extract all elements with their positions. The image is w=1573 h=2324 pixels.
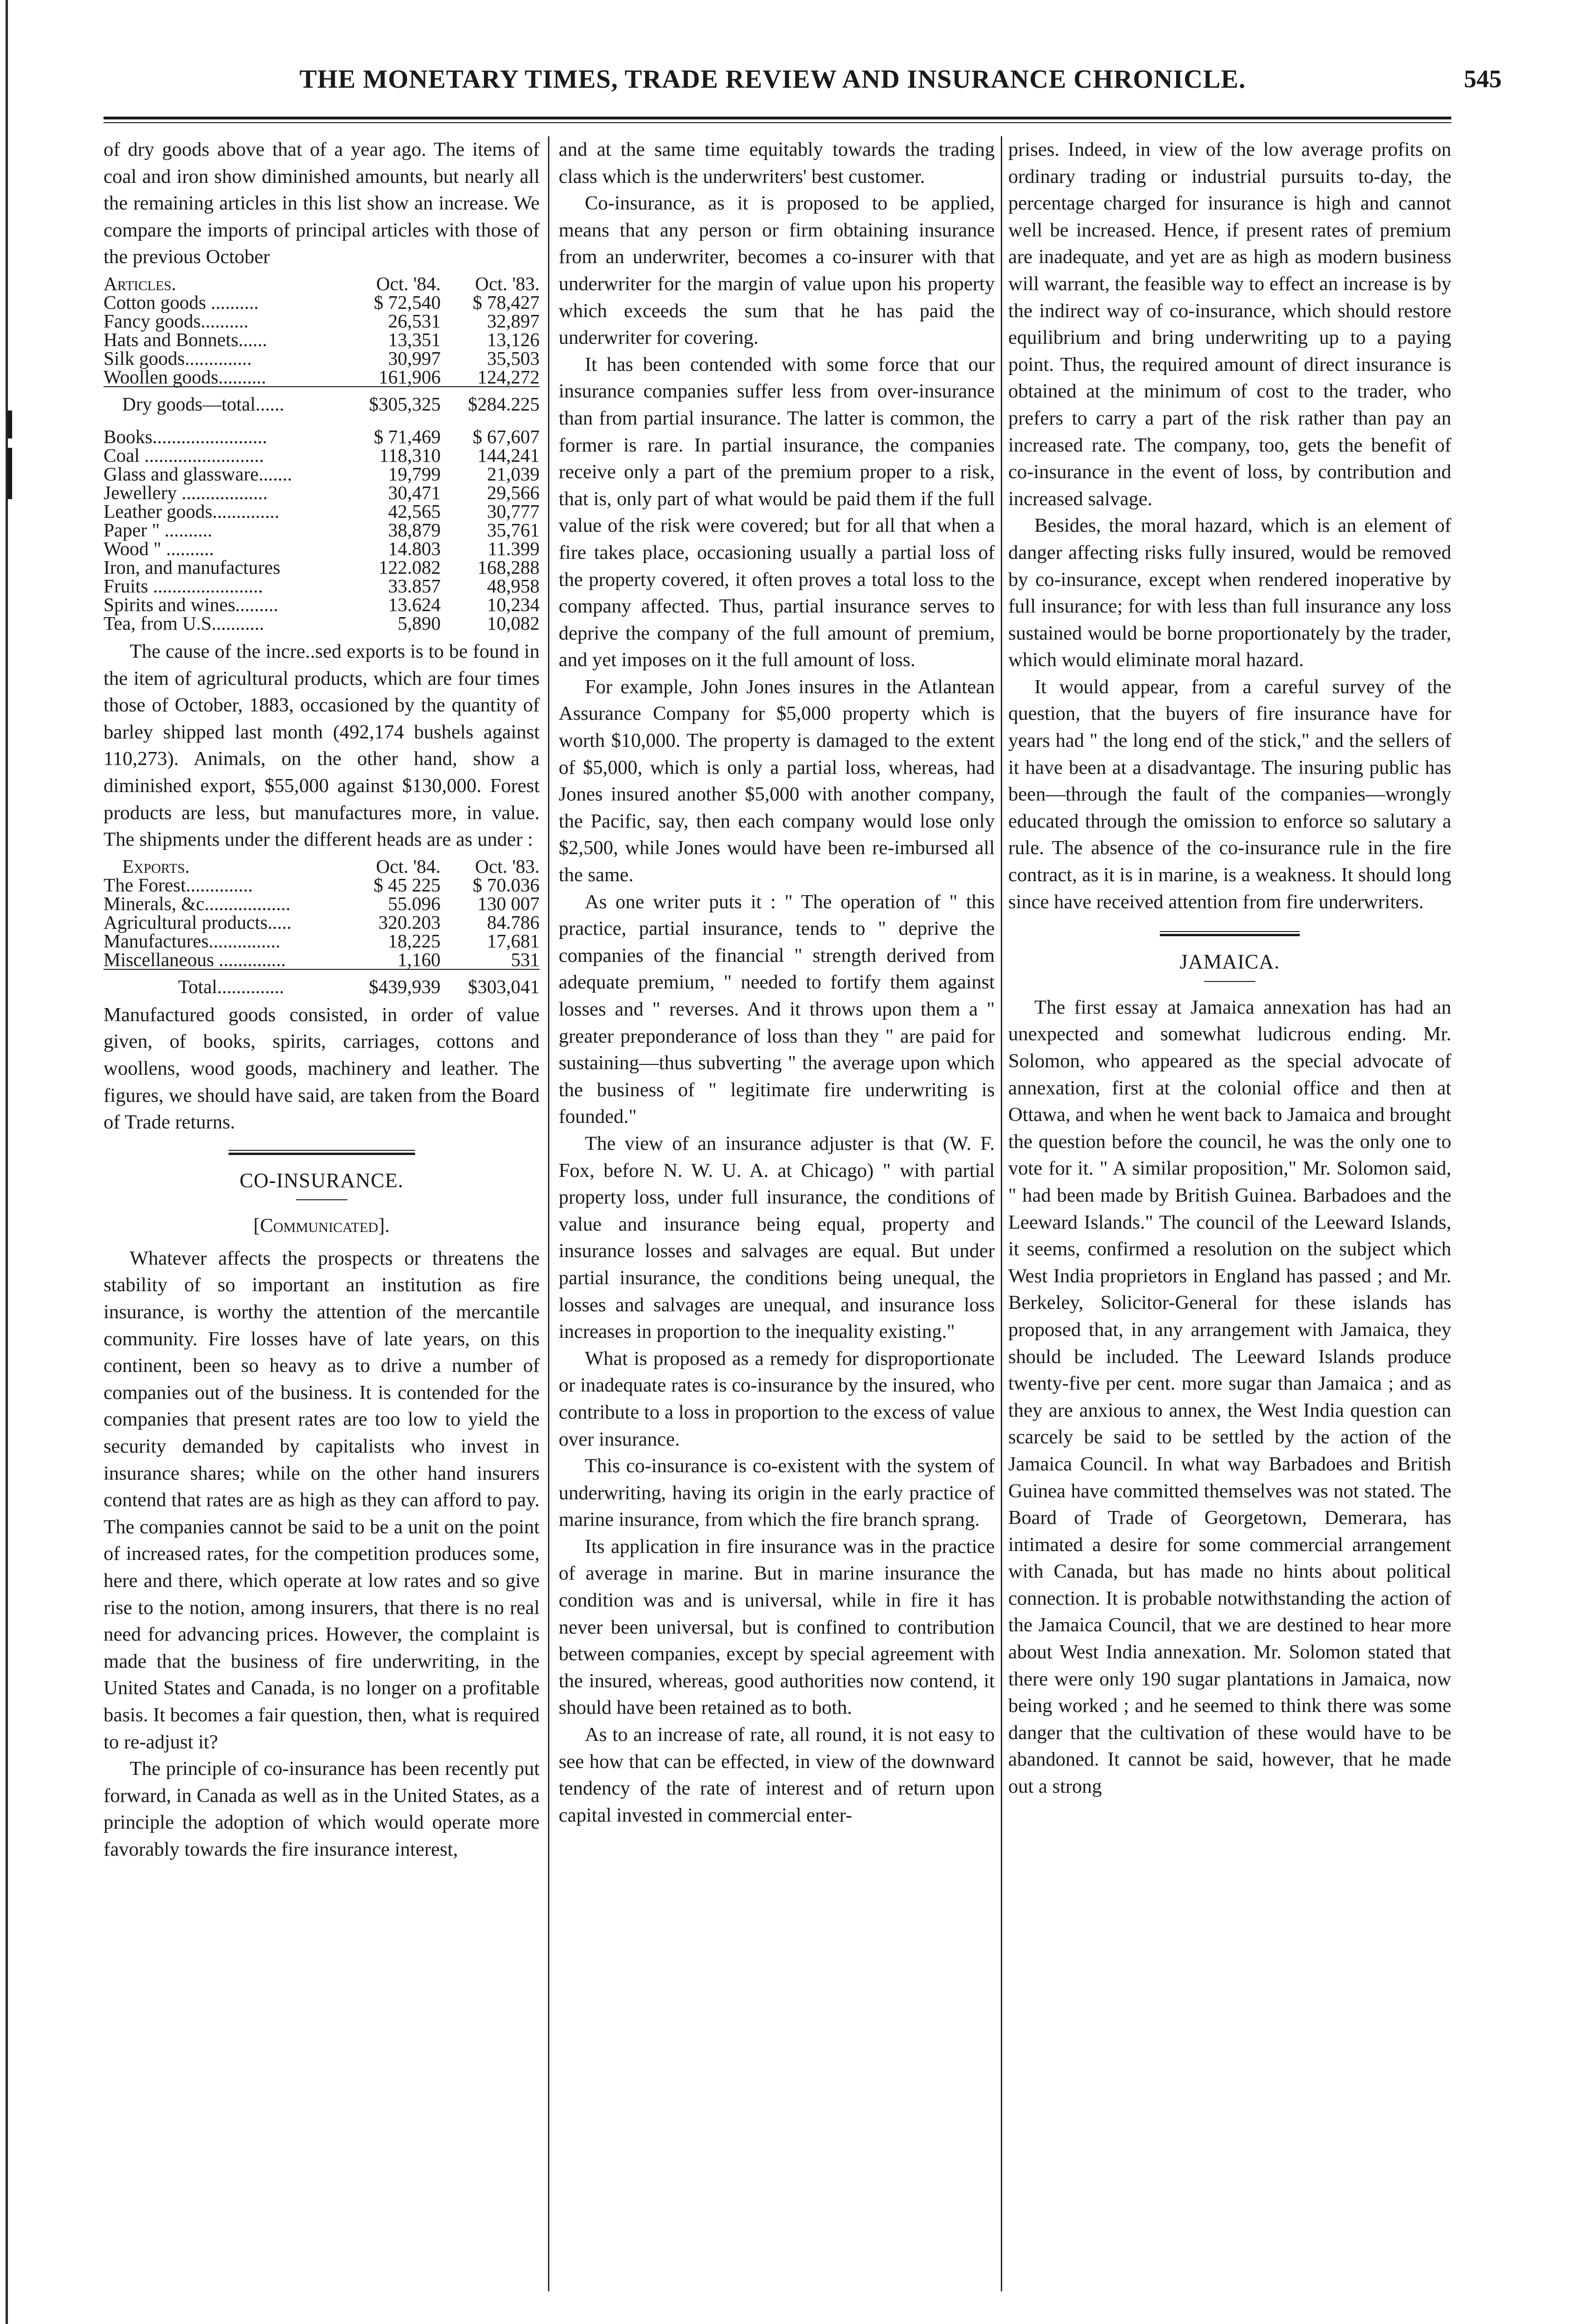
cell-oct-84: 13.624: [388, 593, 441, 615]
exports-table-wrap: [104, 857, 540, 996]
paragraph: Co-insurance, as it is proposed to be applied, means that any person or firm obtaining insurance from an underwriter, becomes a co-insurer with that underwriter for the margin of value upon his property which exceeds the sum that he has paid the underwriter for covering.: [559, 192, 995, 349]
table-row: [104, 446, 540, 465]
paragraph: Its application in fire insurance was in the practice of average in marine. But in marine insurance the condition was and is universal, while in fire it has never been universal, but is confined to contribution between companies, except by special agreement with the insured, whereas, good authorities now contend, it should have been retained as to both.: [559, 1535, 995, 1719]
section-title-co-insurance: CO-INSURANCE.: [239, 1169, 404, 1192]
section-rule: [1160, 931, 1300, 932]
table-header-row: [104, 274, 540, 293]
column-2: [559, 136, 995, 1829]
cell-oct-83: 35,503: [487, 347, 540, 369]
row-label: Jewellery ..................: [104, 481, 268, 503]
table-row: [104, 913, 540, 932]
cell-oct-83: 48,958: [487, 575, 540, 597]
table-row: [104, 502, 540, 521]
cell-oct-83: $ 78,427: [472, 291, 540, 313]
paragraph-continued: prises. Indeed, in view of the low average profits on ordinary trading or industrial pursuits to-day, the percentage charged for insurance is high and cannot well be increased. Hence, if present rates of premium are inadequate, and yet are as high as modern business will warrant, the feasible way to effect an increase is by the indirect way of co-insurance, which should restore equilibrium and bring underwriting up to a paying point. Thus, the required amount of direct insurance is obtained at the minimum of cost to the trader, who prefers to carry a part of the risk rather than pay an increased rate. The company, too, gets the benefit of co-insurance in the event of loss, by contribution and increased salvage.: [1008, 139, 1451, 510]
row-label: Manufactures...............: [104, 930, 281, 952]
table-row: [104, 349, 540, 368]
column-header: Oct. '83.: [475, 855, 540, 877]
scan-mark: [7, 411, 12, 438]
row-label: Paper " ..........: [104, 519, 213, 541]
row-label: The Forest..............: [104, 874, 253, 896]
exports-outro: Manufactured goods consisted, in order of value given, of books, spirits, carriages, cottons and woollens, wood goods, machinery and leather. The figures, we should have said, are taken from the Board of Trade returns.: [104, 1003, 540, 1134]
table-header-row: [104, 857, 540, 876]
table-row: [104, 558, 540, 577]
row-label: Tea, from U.S...........: [104, 612, 264, 634]
title-rule: [296, 1199, 347, 1200]
row-label: Wood " ..........: [104, 537, 214, 559]
row-label: Silk goods..............: [104, 347, 252, 369]
paragraph: This co-insurance is co-existent with the system of underwriting, having its origin in the early practice of marine insurance, from which the fire branch sprang.: [559, 1455, 995, 1531]
column-header: Oct. '84.: [376, 272, 441, 294]
exports-intro: The cause of the incre..sed exports is to be found in the item of agricultural products, which are four times those of October, 1883, occasioned by the quantity of barley shipped last month (492,174 bushels against 110,273). Animals, on the other hand, show a diminished export, $55,000 against $130,000. Forest products are less, but manufactures more, in value. The shipments under the different heads are as under :: [104, 640, 540, 851]
table-row: [104, 539, 540, 558]
header-rule-thick: [104, 117, 1451, 119]
column-header: Oct. '83.: [475, 272, 540, 294]
table-row: [104, 894, 540, 913]
paragraph: It has been contended with some force that our insurance companies suffer less from over-insurance than from partial insurance. The latter is common, the former is rare. In partial insurance, the companies receive only a part of the premium proper to a risk, that is, only part of what would be paid them if the full value of the risk were covered; but for all that when a fire takes place, occasioning usually a partial loss of the property covered, it often proves a total loss to the company affected. Thus, partial insurance serves to deprive the company of the full amount of premium, and yet imposes on it the full amount of loss.: [559, 353, 995, 671]
cell-oct-84: 161,906: [378, 366, 441, 388]
cell-oct-84: 5,890: [397, 612, 441, 634]
table-row: [104, 465, 540, 483]
cell-oct-83: 29,566: [487, 481, 540, 503]
column-header: Oct. '84.: [376, 855, 441, 877]
row-label: Spirits and wines.........: [104, 593, 278, 615]
cell-oct-84: 55.096: [388, 892, 441, 914]
cell-oct-83: $ 67,607: [472, 425, 540, 447]
column-rule: [548, 136, 549, 2291]
cell-oct-83: 84.786: [487, 911, 540, 933]
row-label: Minerals, &c..................: [104, 892, 291, 914]
table-row: [104, 293, 540, 312]
cell-oct-84: $ 72,540: [374, 291, 441, 313]
cell-oct-83: 10,234: [487, 593, 540, 615]
cell-oct-83: 21,039: [487, 463, 540, 485]
cell-oct-83: $284.225: [441, 387, 540, 413]
paragraph: As to an increase of rate, all round, it is not easy to see how that can be effected, in view of the downward tendency of the rate of interest and of return upon capital invested in commercial enter-: [559, 1724, 995, 1826]
cell-oct-84: $ 45 225: [374, 874, 441, 896]
table-row: [104, 413, 540, 446]
row-label: Agricultural products.....: [104, 911, 292, 933]
paragraph: What is proposed as a remedy for disproportionate or inadequate rates is co-insurance by the insured, who contribute to a loss in proportion to the excess of value over insurance.: [559, 1347, 995, 1450]
column-3: [1008, 136, 1451, 1800]
column-rule: [1001, 136, 1002, 2291]
row-label: Cotton goods ..........: [104, 291, 259, 313]
cell-oct-83: 130 007: [477, 892, 540, 914]
table-row: [104, 950, 540, 969]
header-rule-thin: [104, 122, 1451, 123]
cell-oct-83: 11.399: [487, 537, 540, 559]
row-label: Iron, and manufactures: [104, 556, 281, 578]
cell-oct-84: 26,531: [388, 310, 441, 332]
cell-oct-84: 122.082: [378, 556, 441, 578]
column-1: [104, 136, 540, 1863]
table-row: [104, 932, 540, 950]
paragraph: Besides, the moral hazard, which is an element of danger affecting risks fully insured, would be removed by co-insurance, except when rendered inoperative by full insurance; for with less than full insurance any loss sustained would be borne proportionately by the trader, which would eliminate moral hazard.: [1008, 515, 1451, 671]
paragraph: The view of an insurance adjuster is that (W. F. Fox, before N. W. U. A. at Chicago) " with partial property loss, under full insurance, the conditions of value and insurance being equal, property and insurance losses and salvages are equal. But under partial insurance, the conditions being unequal, the losses and salvages are unequal, and insurance loss increases in proportion to the inequality existing.": [559, 1132, 995, 1343]
imports-intro: of dry goods above that of a year ago. The items of coal and iron show diminished amounts, but nearly all the remaining articles in this list show an increase. We compare the imports of principal articles with those of the previous October: [104, 139, 540, 268]
section-title-jamaica: JAMAICA.: [1179, 950, 1280, 974]
cell-oct-83: $303,041: [441, 969, 540, 996]
byline: [Communicated].: [253, 1215, 390, 1237]
cell-oct-84: $439,939: [341, 969, 440, 996]
table-row: [104, 368, 540, 387]
paragraph: The first essay at Jamaica annexation has had an unexpected and somewhat ludicrous ending. Mr. Solomon, who appeared as the special advocate of annexation, first at the colonial office and then at Ottawa, and when he went back to Jamaica and brought the question before the council, he was the only one to vote for it. " A similar proposition," Mr. Solomon said, " had been made by British Guinea. Barbadoes and the Leeward Islands." The council of the Leeward Islands, it seems, confirmed a resolution on the subject which West India proprietors in England has passed ; and Mr. Berkeley, Solicitor-General for these islands has proposed that, in any arrangement with Jamaica, they should be included. The Leeward Islands produce twenty-five per cent. more sugar than Jamaica ; and as they are anxious to annex, the West India question can scarcely be said to be settled by the action of the Jamaica Council. In what way Barbadoes and British Guinea have committed themselves was not stated. The Board of Trade of Georgetown, Demerara, has intimated a desire for some commercial arrangement with Canada, but has made no hints about political connection. It is probable notwithstanding the action of the Jamaica Council, that we are destined to hear more about West India annexation. Mr. Solomon stated that there were only 190 sugar plantations in Jamaica, now being worked ; and he seemed to think there was some danger that the cultivation of these would have to be abandoned. It cannot be said, however, that he made out a strong: [1008, 996, 1451, 1798]
imports-table: [104, 274, 540, 633]
cell-oct-83: 30,777: [487, 500, 540, 522]
cell-oct-83: 32,897: [487, 310, 540, 332]
cell-oct-83: 531: [511, 948, 540, 970]
paragraph: The principle of co-insurance has been recently put forward, in Canada as well as in the United States, as a principle the adoption of which would operate more favorably towards the fire insurance interest,: [104, 1758, 540, 1860]
scan-margin-rule: [6, 0, 8, 2324]
row-label: Miscellaneous ..............: [104, 948, 286, 970]
cell-oct-84: 14.803: [388, 537, 441, 559]
cell-oct-84: 42,565: [388, 500, 441, 522]
table-row: [104, 577, 540, 595]
column-header: Articles.: [104, 272, 176, 294]
cell-oct-84: $305,325: [342, 387, 441, 413]
table-row: [104, 483, 540, 502]
cell-oct-84: 18,225: [388, 930, 441, 952]
row-label: Fancy goods..........: [104, 310, 249, 332]
table-row: [104, 521, 540, 539]
cell-oct-83: 35,761: [487, 519, 540, 541]
row-label: Coal .........................: [104, 444, 264, 466]
section-rule: [229, 1153, 415, 1155]
column-header: Exports.: [122, 855, 190, 877]
masthead: THE MONETARY TIMES, TRADE REVIEW AND INSURANCE CHRONICLE.: [299, 65, 1246, 94]
cell-oct-84: $ 71,469: [374, 425, 441, 447]
cell-oct-83: 168,288: [477, 556, 540, 578]
section-rule: [229, 1150, 415, 1151]
row-label: Total..............: [104, 969, 341, 996]
cell-oct-84: 30,471: [388, 481, 441, 503]
cell-oct-84: 13,351: [388, 328, 441, 350]
exports-table: [104, 857, 540, 996]
title-rule: [1204, 981, 1255, 982]
cell-oct-83: $ 70.036: [472, 874, 540, 896]
page-header: [75, 64, 1502, 106]
total-row: [104, 387, 540, 413]
paragraph: It would appear, from a careful survey of the question, that the buyers of fire insurance have for years had " the long end of the stick," and the sellers of it have been at a disadvantage. The insuring public has been—through the fault of the companies—wrongly educated through the omission to enforce so salutary a rule. The absence of the co-insurance rule in the fire contract, as it is in marine, is a weakness. It should long since have received attention from fire underwriters.: [1008, 675, 1451, 913]
table-row: [104, 312, 540, 330]
cell-oct-84: 38,879: [388, 519, 441, 541]
cell-oct-84: 118,310: [379, 444, 441, 466]
row-label: Books........................: [104, 425, 267, 447]
paragraph: For example, John Jones insures in the Atlantean Assurance Company for $5,000 property which is worth $10,000. The property is damaged to the extent of $5,000, which is only a partial loss, whereas, had Jones insured another $5,000 with another company, the Pacific, say, then each company would lose only $2,500, while Jones would have been re-imbursed all the same.: [559, 675, 995, 886]
imports-table-wrap: [104, 274, 540, 633]
total-row: [104, 969, 540, 996]
row-label: Glass and glassware.......: [104, 463, 292, 485]
table-row: [104, 876, 540, 894]
row-label: Dry goods—total......: [104, 387, 342, 413]
cell-oct-83: 124,272: [477, 366, 540, 388]
page-number: 545: [1464, 65, 1502, 93]
cell-oct-83: 10,082: [487, 612, 540, 634]
cell-oct-84: 19,799: [388, 463, 441, 485]
table-row: [104, 614, 540, 633]
cell-oct-84: 33.857: [388, 575, 441, 597]
scan-mark: [7, 448, 12, 499]
cell-oct-84: 1,160: [397, 948, 441, 970]
paragraph-continued: and at the same time equitably towards the trading class which is the underwriters' best customer.: [559, 139, 995, 188]
table-row: [104, 595, 540, 614]
paragraph: Whatever affects the prospects or threatens the stability of so important an institution as fire insurance, is worthy the attention of the mercantile community. Fire losses have of late years, on this continent, been so heavy as to drive a number of companies out of the business. It is contended for the companies that present rates are too low to yield the security demanded by capitalists who invest in insurance shares; while on the other hand insurers contend that rates are as high as they can afford to pay. The companies cannot be said to be a unit on the point of increased rates, for the competition produces some, here and there, which operate at low rates and so give rise to the notion, among insurers, that there is no real need for advancing prices. However, the complaint is made that the business of fire underwriting, in the United States and Canada, is no longer on a profitable basis. It becomes a fair question, then, what is required to re-adjust it?: [104, 1247, 540, 1753]
cell-oct-83: 144,241: [477, 444, 540, 466]
table-row: [104, 330, 540, 349]
paragraph: As one writer puts it : " The operation of " this practice, partial insurance, tends to " deprive the companies of the financial " strength derived from adequate premium, " needed to fortify them against losses and " reverses. And it throws upon them a " greater preponderance of loss than they " are paid for sustaining—thus subverting " the average upon which the business of " legitimate fire underwriting is founded.": [559, 891, 995, 1128]
row-label: Hats and Bonnets......: [104, 328, 267, 350]
row-label: Leather goods..............: [104, 500, 279, 522]
cell-oct-83: 17,681: [487, 930, 540, 952]
cell-oct-84: 30,997: [388, 347, 441, 369]
row-label: Fruits .......................: [104, 575, 263, 597]
row-label: Woollen goods..........: [104, 366, 266, 388]
cell-oct-84: 320.203: [378, 911, 441, 933]
section-rule: [1160, 934, 1300, 936]
cell-oct-83: 13,126: [487, 328, 540, 350]
